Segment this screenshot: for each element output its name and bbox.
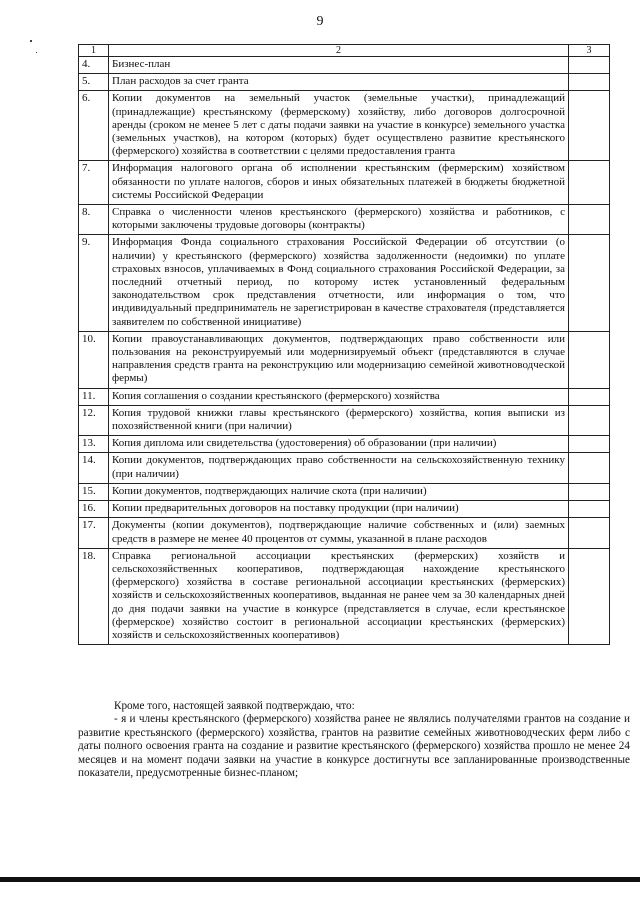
confirmation-body: - я и члены крестьянского (фермерского) хозяйства ранее не являлись получателями грантов на создание и развитие крестьянского (фермерского) хозяйства, грантов на развитие семейных животноводческих ферм либо с даты полного освоения гранта на создание и развитие крестьянского (фермерского) хозяйства прошло не менее 24 месяцев и на момент подачи заявки на участие в конкурсе достигнуты все запланированные производственные показатели, предусмотренные бизнес-планом;: [78, 713, 630, 780]
row-document-text: Копии документов на земельный участок (земельные участки), принадлежащий (принадлежащие) крестьянскому (фермерскому) хозяйству, либо договоров долгосрочной аренды (сроком не менее 5 лет с даты подачи заявки на участие в конкурсе) земельного участка (земельных участков), на котором (которых) будет осуществлено развитие крестьянского (фермерского) хозяйства в соответствии с целями предоставления гранта: [109, 91, 569, 161]
table-row: [79, 518, 610, 548]
row-number: 16.: [79, 501, 109, 518]
row-number: 15.: [79, 483, 109, 500]
row-number: 14.: [79, 453, 109, 483]
page-bottom-border: [0, 877, 640, 882]
row-note-cell: [569, 436, 610, 453]
table-row: [79, 453, 610, 483]
row-number: 12.: [79, 405, 109, 435]
table-row: [79, 74, 610, 91]
table-row: [79, 388, 610, 405]
documents-table-body: [79, 45, 610, 645]
row-note-cell: [569, 483, 610, 500]
table-row: [79, 436, 610, 453]
row-document-text: Документы (копии документов), подтверждающие наличие собственных и (или) заемных средств в размере не менее 40 процентов от суммы, указанной в плане расходов: [109, 518, 569, 548]
row-document-text: Справка региональной ассоциации крестьянских (фермерских) хозяйств и сельскохозяйственных кооперативов, подтверждающая нахождение крестьянского (фермерского) хозяйства в составе региональной ассоциации крестьянских (фермерских) хозяйств и сельскохозяйственных кооперативов, выданная не ранее чем за 30 календарных дней до дня подачи заявки на участие в конкурсе (представляется в случае, если крестьянское (фермерское) хозяйство состоит в региональной ассоциации крестьянских (фермерских) хозяйств и сельскохозяйственных кооперативов): [109, 548, 569, 644]
row-number: 7.: [79, 161, 109, 205]
row-note-cell: [569, 205, 610, 235]
row-note-cell: [569, 331, 610, 388]
table-row: [79, 483, 610, 500]
row-number: 17.: [79, 518, 109, 548]
row-document-text: Копии документов, подтверждающих право собственности на сельскохозяйственную технику (при наличии): [109, 453, 569, 483]
row-note-cell: [569, 501, 610, 518]
row-note-cell: [569, 235, 610, 331]
row-note-cell: [569, 405, 610, 435]
header-cell-3: 3: [569, 45, 610, 57]
row-document-text: Копии правоустанавливающих документов, подтверждающих право собственности или пользования на реконструируемый или модернизируемый объект (представляются в случае направления средств гранта на реконструкцию или модернизацию семейной животноводческой фермы): [109, 331, 569, 388]
scan-speck: [36, 52, 37, 53]
scan-speck: [30, 40, 32, 42]
row-document-text: Информация налогового органа об исполнении крестьянским (фермерским) хозяйством обязанности по уплате налогов, сборов и иных обязательных платежей в бюджеты бюджетной системы Российской Федерации: [109, 161, 569, 205]
row-note-cell: [569, 74, 610, 91]
row-document-text: Копия трудовой книжки главы крестьянского (фермерского) хозяйства, копия выписки из похозяйственной книги (при наличии): [109, 405, 569, 435]
row-number: 13.: [79, 436, 109, 453]
row-document-text: Копии документов, подтверждающих наличие скота (при наличии): [109, 483, 569, 500]
table-row: [79, 57, 610, 74]
table-row: [79, 161, 610, 205]
row-note-cell: [569, 57, 610, 74]
row-number: 6.: [79, 91, 109, 161]
documents-table: [78, 44, 610, 645]
table-row: [79, 91, 610, 161]
row-number: 8.: [79, 205, 109, 235]
table-row: [79, 205, 610, 235]
row-document-text: Копия диплома или свидетельства (удостоверения) об образовании (при наличии): [109, 436, 569, 453]
row-number: 4.: [79, 57, 109, 74]
table-row: [79, 501, 610, 518]
row-document-text: Бизнес-план: [109, 57, 569, 74]
row-note-cell: [569, 161, 610, 205]
table-header-row: [79, 45, 610, 57]
row-document-text: Копии предварительных договоров на поставку продукции (при наличии): [109, 501, 569, 518]
table-row: [79, 331, 610, 388]
row-number: 9.: [79, 235, 109, 331]
row-document-text: Копия соглашения о создании крестьянского (фермерского) хозяйства: [109, 388, 569, 405]
row-note-cell: [569, 548, 610, 644]
header-cell-1: 1: [79, 45, 109, 57]
row-document-text: Справка о численности членов крестьянского (фермерского) хозяйства и работников, с которыми заключены трудовые договоры (контракты): [109, 205, 569, 235]
row-note-cell: [569, 518, 610, 548]
table-row: [79, 235, 610, 331]
row-number: 18.: [79, 548, 109, 644]
page-number: 9: [316, 14, 324, 29]
table-row: [79, 405, 610, 435]
table-row: [79, 548, 610, 644]
confirmation-intro: Кроме того, настоящей заявкой подтверждаю, что:: [114, 700, 355, 712]
row-number: 10.: [79, 331, 109, 388]
row-note-cell: [569, 91, 610, 161]
row-document-text: Информация Фонда социального страхования Российской Федерации об отсутствии (о наличии) у крестьянского (фермерского) хозяйства задолженности (недоимки) по уплате страховых взносов, уплачиваемых в Фонд социального страхования Российской Федерации, за последний отчетный период, по которому истек установленный федеральным законодательством срок представления отчетности, или информация о том, что индивидуальный предприниматель не зарегистрирован в качестве страхователя (представляется заявителем по собственной инициативе): [109, 235, 569, 331]
row-document-text: План расходов за счет гранта: [109, 74, 569, 91]
row-note-cell: [569, 453, 610, 483]
row-number: 11.: [79, 388, 109, 405]
row-number: 5.: [79, 74, 109, 91]
confirmation-text: [78, 700, 630, 780]
row-note-cell: [569, 388, 610, 405]
header-cell-2: 2: [109, 45, 569, 57]
